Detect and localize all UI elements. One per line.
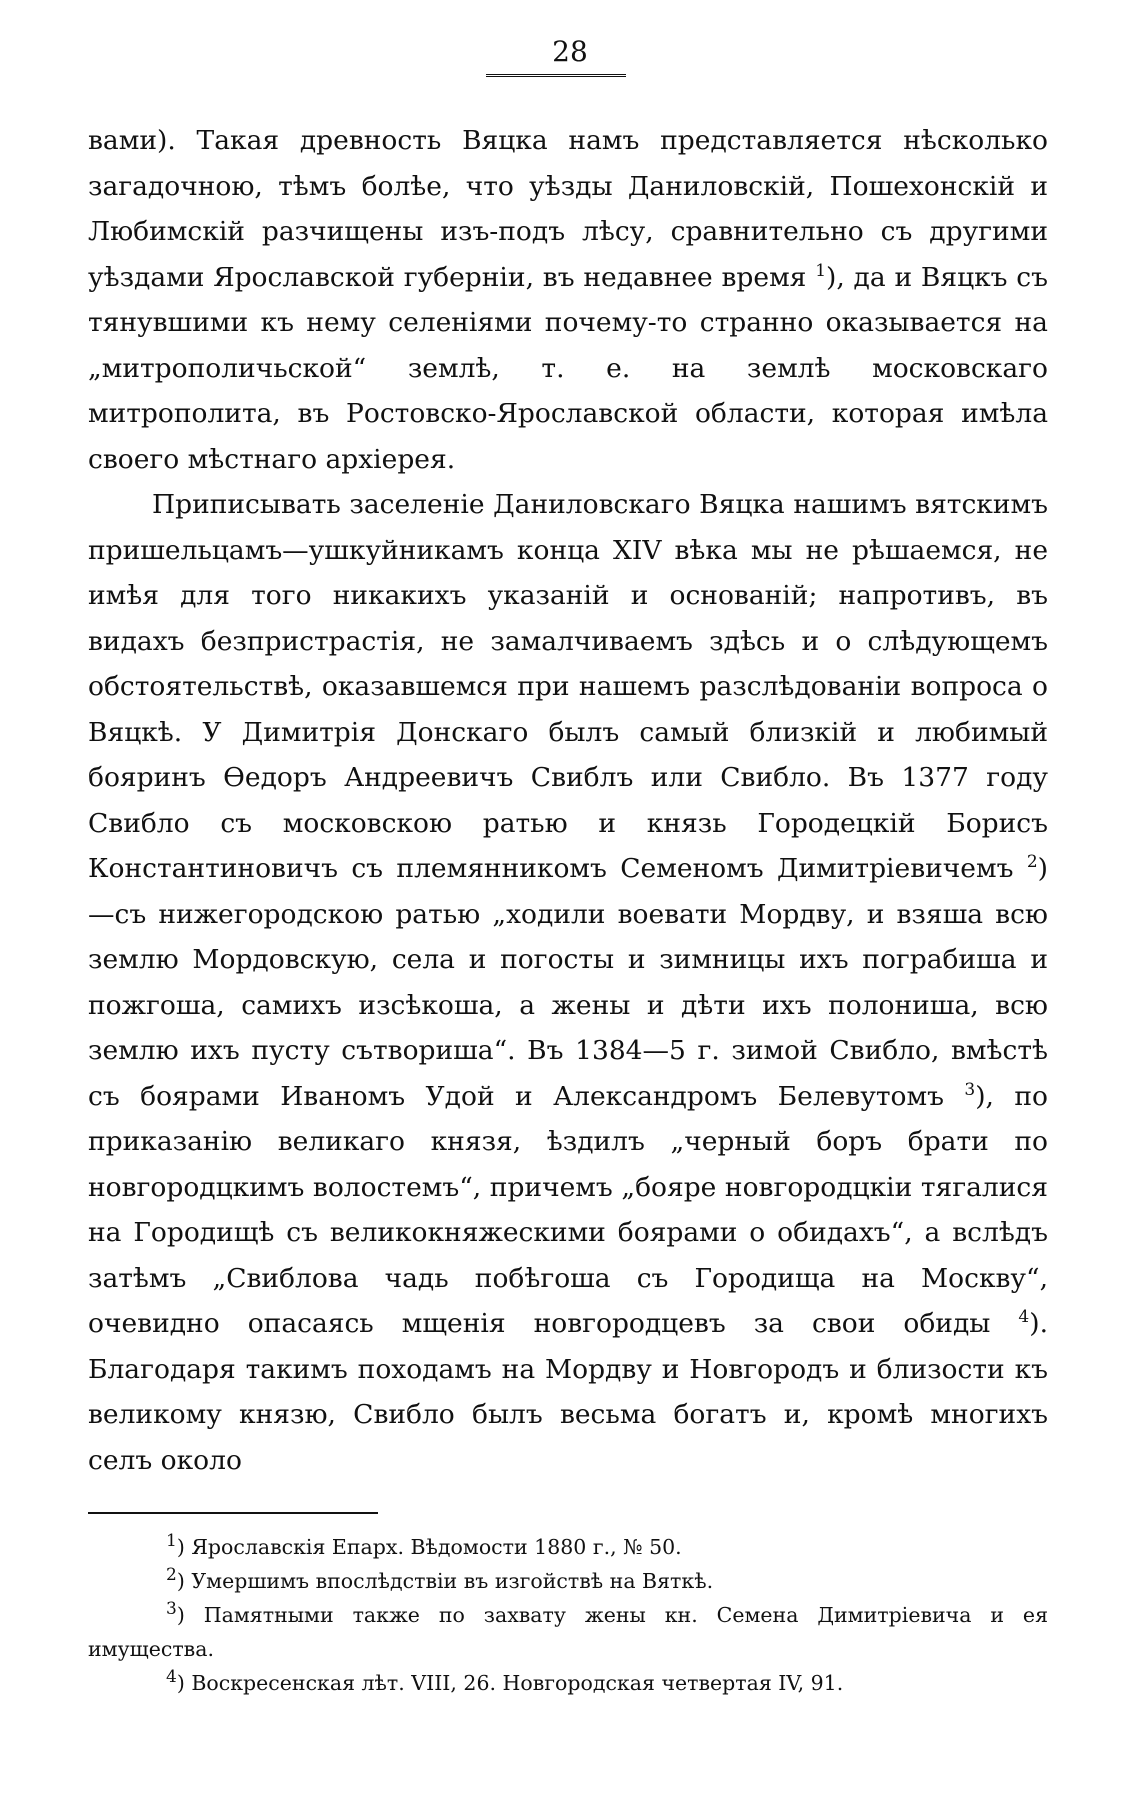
footnote-1	[88, 1530, 1048, 1564]
paragraph-2-text-d: ). Благодаря такимъ походамъ на Мордву и Новгородъ и близости къ великому князю, Свибло былъ весьма богатъ и, кромѣ многихъ селъ около	[88, 1308, 1048, 1476]
paragraph-2-text-c: ), по приказанію великаго князя, ѣздилъ „черный боръ брати по новгородцкимъ волостемъ“, причемъ „бояре новгородцкіи тягалися на Городищѣ съ великокняжескими боярами о обидахъ“, а вслѣдъ затѣмъ „Свиблова чадь побѣгоша съ Городища на Москву“, очевидно опасаясь мщенія новгородцевъ за свои обиды	[88, 1080, 1048, 1339]
footnotes	[88, 1530, 1048, 1700]
footnote-ref-2: 2	[1026, 852, 1038, 873]
footnote-3-mark: 3	[166, 1599, 177, 1620]
footnote-3	[88, 1598, 1048, 1666]
footnote-2-text: ) Умершимъ впослѣдствіи въ изгойствѣ на Вяткѣ.	[176, 1569, 714, 1593]
paragraph-1-text-a: вами). Такая древность Вяцка намъ представляется нѣсколько загадочною, тѣмъ болѣе, что уѣзды Даниловскій, Пошехонскій и Любимскій разчищены изъ-подъ лѣсу, сравнительно съ другими уѣздами Ярославской губерніи, въ недавнее время	[88, 125, 1048, 293]
footnote-4	[88, 1666, 1048, 1700]
footnote-1-text: ) Ярославскія Епарх. Вѣдомости 1880 г., № 50.	[176, 1535, 682, 1559]
footnote-ref-1: 1	[815, 260, 827, 281]
footnote-4-text: ) Воскресенская лѣт. VIII, 26. Новгородская четвертая IV, 91.	[176, 1671, 844, 1695]
body-text	[88, 118, 1048, 1483]
footnote-1-mark: 1	[166, 1531, 177, 1552]
footnote-ref-4: 4	[1018, 1307, 1030, 1328]
footnote-2-mark: 2	[166, 1565, 177, 1586]
paragraph-1-text-b: ), да и Вяцкъ съ тянувшими къ нему селеніями почему-то странно оказывается на „митрополичьской“ землѣ, т. е. на землѣ московскаго митрополита, въ Ростовско-Ярославской области, которая имѣла своего мѣстнаго архіерея.	[88, 261, 1049, 475]
paragraph-2-text-a: Приписывать заселеніе Даниловскаго Вяцка нашимъ вятскимъ пришельцамъ—ушкуйникамъ конца XIV вѣка мы не рѣшаемся, не имѣя для того никакихъ указаній и основаній; напротивъ, въ видахъ безпристрастія, не замалчиваемъ здѣсь и о слѣдующемъ обстоятельствѣ, оказавшемся при нашемъ разслѣдованіи вопроса о Вяцкѣ. У Димитрія Донскаго былъ самый близкій и любимый бояринъ Ѳедоръ Андреевичъ Свиблъ или Свибло. Въ 1377 году Свибло съ московскою ратью и князь Городецкій Борисъ Константиновичъ съ племянникомъ Семеномъ Димитріевичемъ	[88, 489, 1048, 884]
paragraph-2	[88, 482, 1048, 1483]
paragraph-2-text-b: )—съ нижегородскою ратью „ходили воевати Мордву, и взяша всю землю Мордовскую, села и погосты и зимницы ихъ пограбиша и пожгоша, самихъ изсѣкоша, а жены и дѣти ихъ полониша, всю землю ихъ пусту сътвориша“. Въ 1384—5 г. зимой Свибло, вмѣстѣ съ боярами Иваномъ Удой и Александромъ Белевутомъ	[88, 853, 1048, 1112]
page-number: 28	[552, 35, 588, 68]
footnote-ref-3: 3	[964, 1079, 976, 1100]
paragraph-1	[88, 118, 1048, 482]
header-rule	[486, 74, 626, 77]
footnote-2	[88, 1564, 1048, 1598]
footnote-4-mark: 4	[166, 1667, 177, 1688]
footnote-3-text: ) Памятными также по захвату жены кн. Семена Димитріевича и ея имущества.	[88, 1603, 1048, 1661]
footnote-rule	[88, 1512, 378, 1514]
